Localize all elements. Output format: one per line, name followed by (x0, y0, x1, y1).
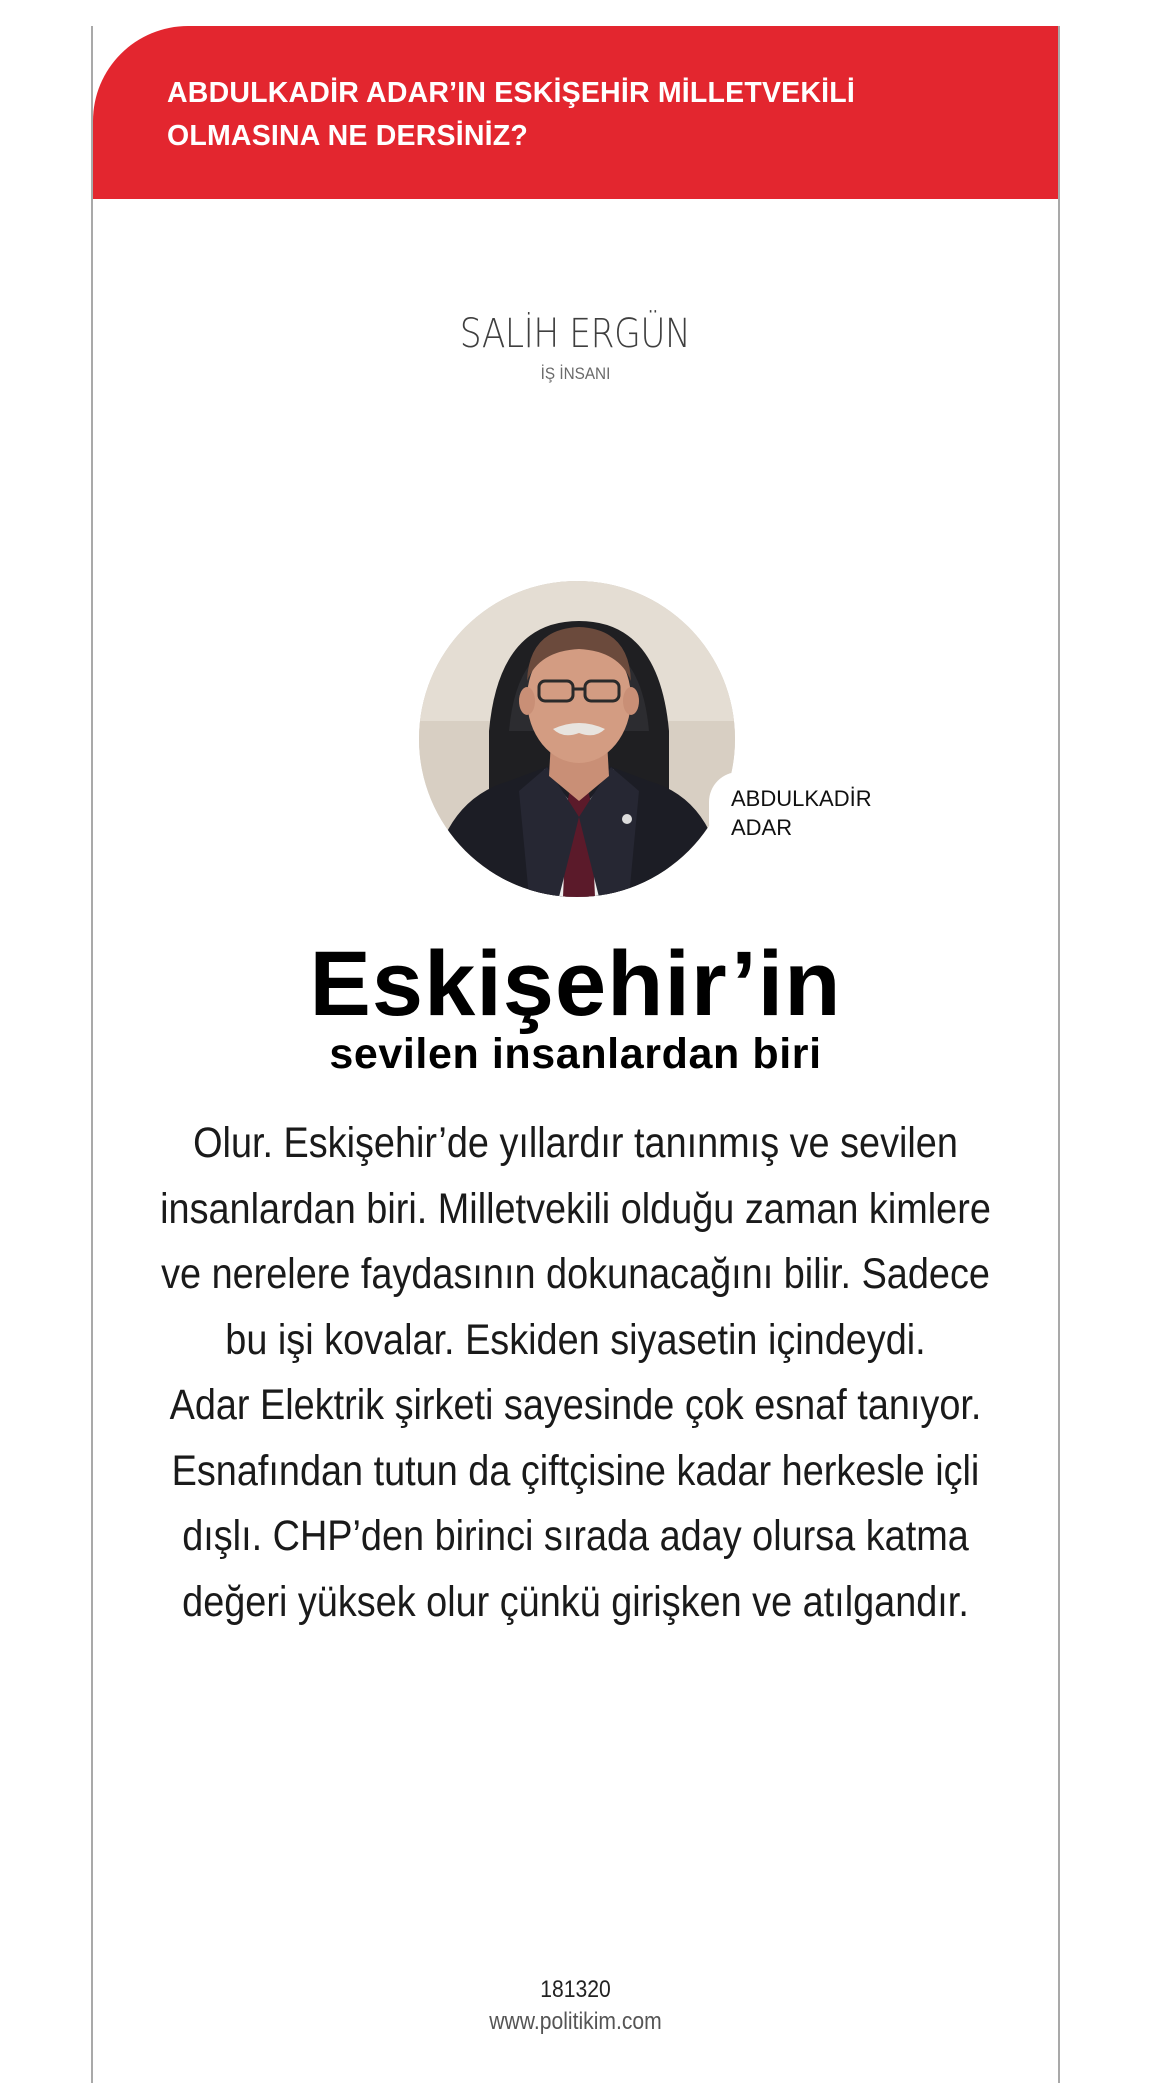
article-card (91, 26, 1060, 2083)
portrait-illustration (419, 581, 735, 897)
caption-last-name: ADAR (731, 815, 793, 840)
photo-caption (709, 772, 919, 852)
body-line: Esnafından tutun da çiftçisine kadar herkesle içli (171, 1446, 980, 1495)
headline-subtitle: sevilen insanlardan biri (329, 1030, 822, 1078)
body-line: ve nerelere faydasının dokunacağını bilir. Sadece (161, 1250, 990, 1298)
headline-block (93, 934, 1058, 1078)
body-line: değeri yüksek olur çünkü girişken ve atılgandır. (182, 1577, 969, 1626)
answer-body (93, 1111, 1058, 1635)
author-name: SALİH ERGÜN (460, 311, 691, 357)
body-line: bu işi kovalar. Eskiden siyasetin içindeydi. (225, 1315, 926, 1364)
body-line: Olur. Eskişehir’de yıllardır tanınmış ve sevilen (193, 1119, 958, 1167)
headline-title: Eskişehir’in (309, 933, 842, 1035)
body-line: dışlı. CHP’den birinci sırada aday olursa katma (182, 1512, 969, 1560)
body-line: insanlardan biri. Milletvekili olduğu zaman kimlere (160, 1184, 991, 1233)
author-block (93, 310, 1058, 384)
question-line-2: OLMASINA NE DERSİNİZ? (167, 120, 528, 152)
body-line: Adar Elektrik şirketi sayesinde çok esnaf tanıyor. (169, 1381, 982, 1429)
question-banner (93, 26, 1058, 199)
portrait-photo (419, 581, 735, 897)
website-link[interactable]: www.politikim.com (489, 2008, 662, 2035)
caption-first-name: ABDULKADİR (731, 786, 872, 811)
footer (93, 1974, 1058, 2038)
article-id: 181320 (540, 1976, 611, 2003)
author-role: İŞ İNSANI (540, 364, 611, 383)
question-line-1: ABDULKADİR ADAR’IN ESKİŞEHİR MİLLETVEKİLİ (167, 77, 855, 109)
